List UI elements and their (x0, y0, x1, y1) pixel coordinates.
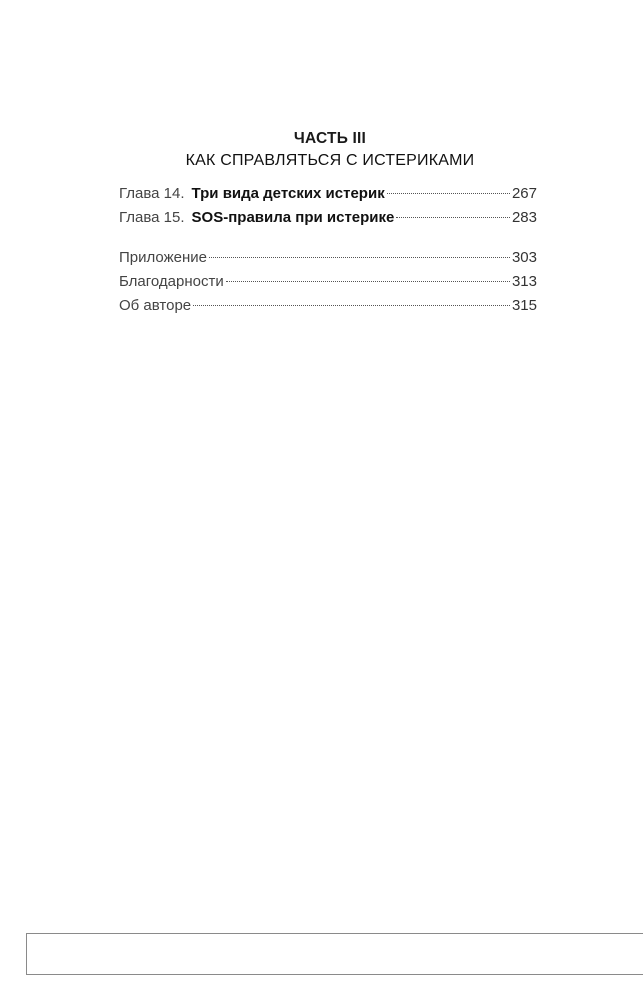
entry-title: Благодарности (119, 273, 224, 290)
toc-entry-chapter-14[interactable] (119, 182, 537, 206)
dot-leader (193, 305, 510, 306)
page-number: 303 (511, 249, 537, 266)
toc-entry-chapter-15[interactable] (119, 206, 537, 230)
dot-leader (226, 281, 510, 282)
chapter-prefix: Глава 14. (119, 185, 185, 202)
part-title: КАК СПРАВЛЯТЬСЯ С ИСТЕРИКАМИ (185, 152, 475, 169)
part-number: ЧАСТЬ III (293, 130, 367, 147)
page-number: 315 (511, 297, 537, 314)
page-number: 267 (511, 185, 537, 202)
dot-leader (387, 193, 510, 194)
dot-leader (396, 217, 510, 218)
page-number: 313 (511, 273, 537, 290)
chapter-title: Три вида детских истерик (191, 185, 385, 202)
page-number: 283 (511, 209, 537, 226)
toc-back-matter (119, 246, 537, 318)
chapter-prefix: Глава 15. (119, 209, 185, 226)
toc-chapters (119, 182, 537, 230)
entry-title: Приложение (119, 249, 207, 266)
toc-entry-acknowledgements[interactable] (119, 270, 537, 294)
toc-entry-about-author[interactable] (119, 294, 537, 318)
chapter-title: SOS-правила при истерике (191, 209, 395, 226)
toc-entry-appendix[interactable] (119, 246, 537, 270)
dot-leader (209, 257, 510, 258)
entry-title: Об авторе (119, 297, 192, 314)
page-footer-frame (26, 933, 643, 975)
